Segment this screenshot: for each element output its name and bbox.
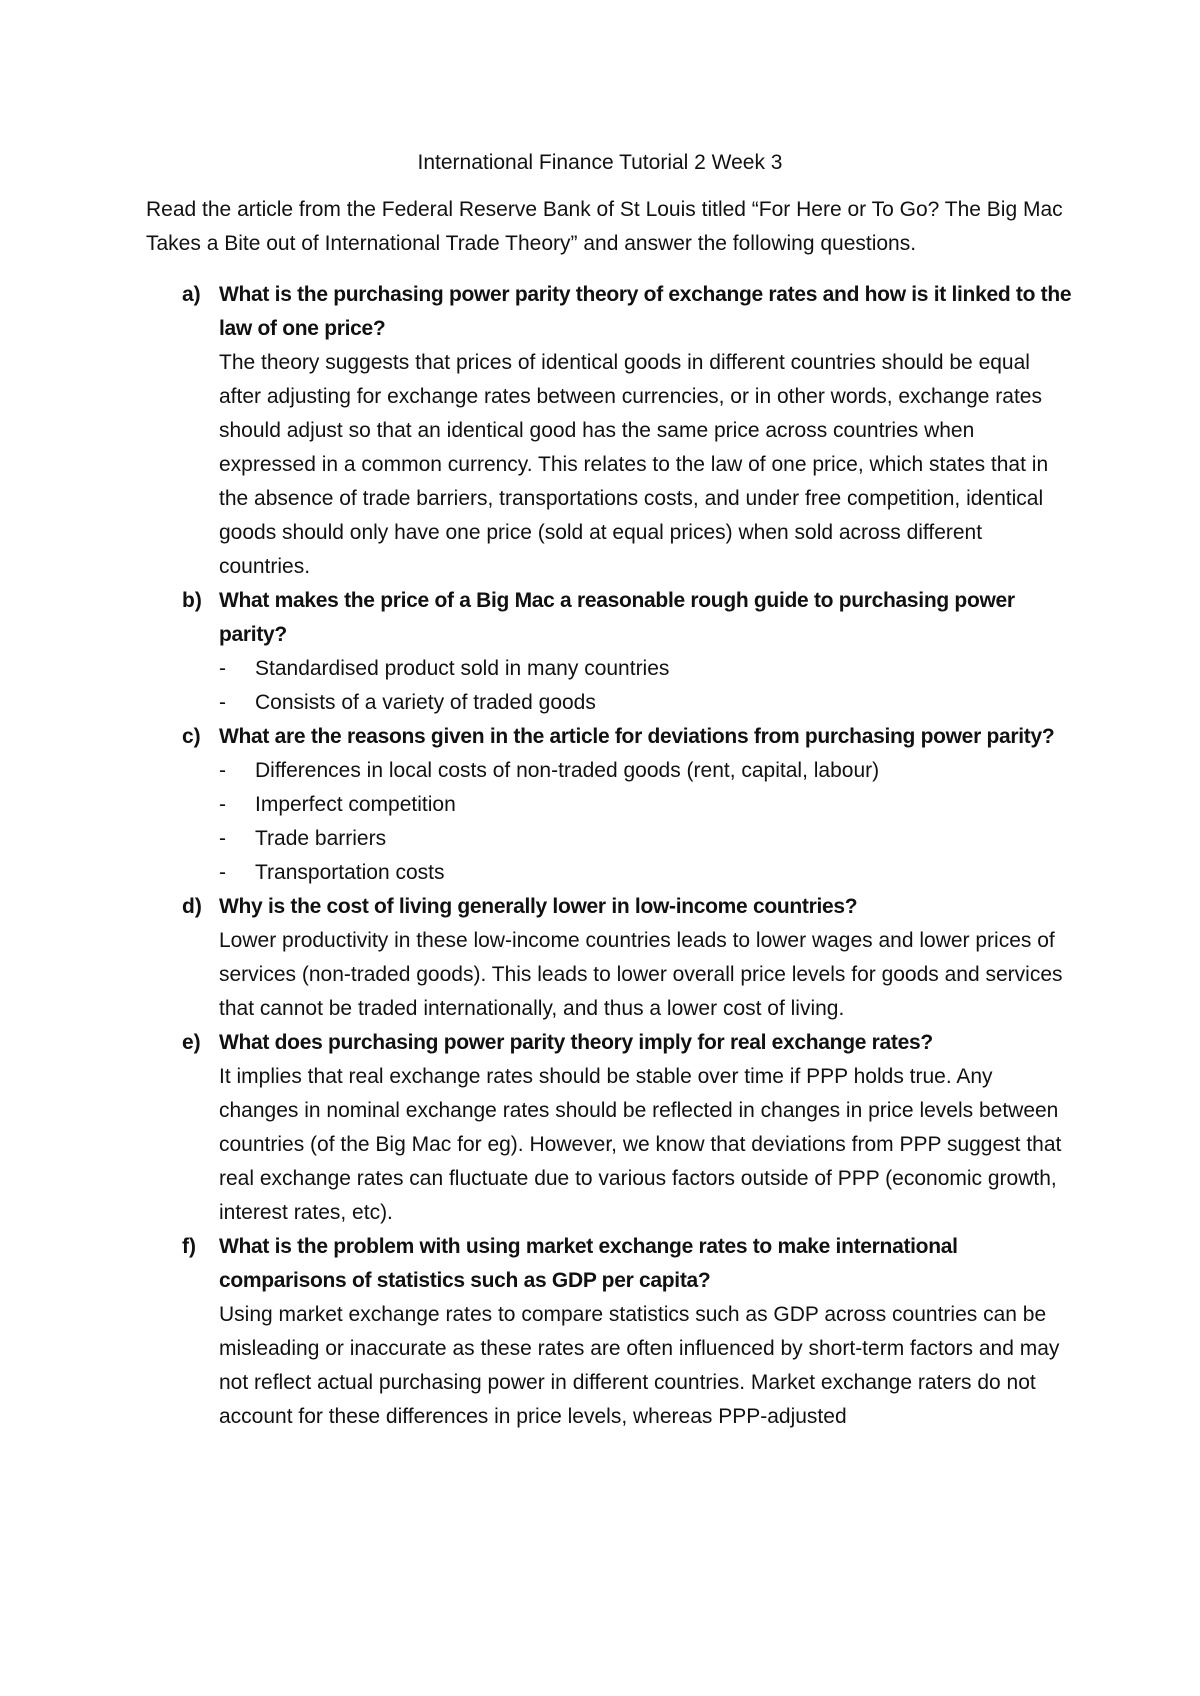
dash-bullet-icon: - <box>219 691 226 714</box>
list-item <box>219 788 1076 822</box>
question-item-b <box>146 584 1076 720</box>
answer-text: It implies that real exchange rates should be stable over time if PPP holds true. Any changes in nominal exchange rates should be reflected in changes in price levels between countries (of the Big Mac for eg). However, we know that deviations from PPP suggest that real exchange rates can fluctuate due to various factors outside of PPP (economic growth, interest rates, etc). <box>219 1065 1062 1224</box>
question-text: What does purchasing power parity theory imply for real exchange rates? <box>219 1031 933 1054</box>
answer-text: Lower productivity in these low-income countries leads to lower wages and lower prices of services (non-traded goods). This leads to lower overall price levels for goods and services that cannot be traded internationally, and thus a lower cost of living. <box>219 929 1063 1020</box>
list-item <box>219 686 1076 720</box>
question-letter: a) <box>182 283 201 306</box>
dash-bullet-icon: - <box>219 827 226 850</box>
question-text: What is the purchasing power parity theory of exchange rates and how is it linked to the law of one price? <box>219 283 1072 340</box>
question-list <box>146 278 1076 1434</box>
answer-text: Using market exchange rates to compare statistics such as GDP across countries can be misleading or inaccurate as these rates are often influenced by short-term factors and may not reflect actual purchasing power in different countries. Market exchange raters do not account for these differences in price levels, whereas PPP-adjusted <box>219 1303 1060 1428</box>
intro-paragraph: Read the article from the Federal Reserve Bank of St Louis titled “For Here or To Go? The Big Mac Takes a Bite out of International Trade Theory” and answer the following questions. <box>146 198 1063 255</box>
document-title: International Finance Tutorial 2 Week 3 <box>417 151 783 174</box>
answer-text: The theory suggests that prices of identical goods in different countries should be equal after adjusting for exchange rates between currencies, or in other words, exchange rates should adjust so that an identical good has the same price across countries when expressed in a common currency. This relates to the law of one price, which states that in the absence of trade barriers, transportations costs, and under free competition, identical goods should only have one price (sold at equal prices) when sold across different countries. <box>219 351 1049 578</box>
question-item-c <box>146 720 1076 890</box>
question-text: Why is the cost of living generally lower in low-income countries? <box>219 895 858 918</box>
list-item <box>219 822 1076 856</box>
bullet-list <box>219 754 1076 890</box>
question-letter: f) <box>182 1235 196 1258</box>
bullet-text: Trade barriers <box>255 827 387 850</box>
question-letter: b) <box>182 589 202 612</box>
dash-bullet-icon: - <box>219 759 226 782</box>
question-item-a <box>146 278 1076 584</box>
bullet-text: Standardised product sold in many countries <box>255 657 670 680</box>
question-item-e <box>146 1026 1076 1230</box>
bullet-text: Consists of a variety of traded goods <box>255 691 596 714</box>
list-item <box>219 856 1076 890</box>
list-item <box>219 652 1076 686</box>
bullet-list <box>219 652 1076 720</box>
bullet-text: Imperfect competition <box>255 793 456 816</box>
question-text: What is the problem with using market exchange rates to make international comparisons of statistics such as GDP per capita? <box>219 1235 958 1292</box>
dash-bullet-icon: - <box>219 657 226 680</box>
dash-bullet-icon: - <box>219 861 226 884</box>
bullet-text: Differences in local costs of non-traded goods (rent, capital, labour) <box>255 759 880 782</box>
question-text: What makes the price of a Big Mac a reasonable rough guide to purchasing power parity? <box>219 589 1015 646</box>
question-letter: c) <box>182 725 201 748</box>
question-letter: d) <box>182 895 202 918</box>
question-letter: e) <box>182 1031 201 1054</box>
list-item <box>219 754 1076 788</box>
bullet-text: Transportation costs <box>255 861 445 884</box>
question-item-d <box>146 890 1076 1026</box>
question-item-f <box>146 1230 1076 1434</box>
question-text: What are the reasons given in the article for deviations from purchasing power parity? <box>219 725 1055 748</box>
dash-bullet-icon: - <box>219 793 226 816</box>
